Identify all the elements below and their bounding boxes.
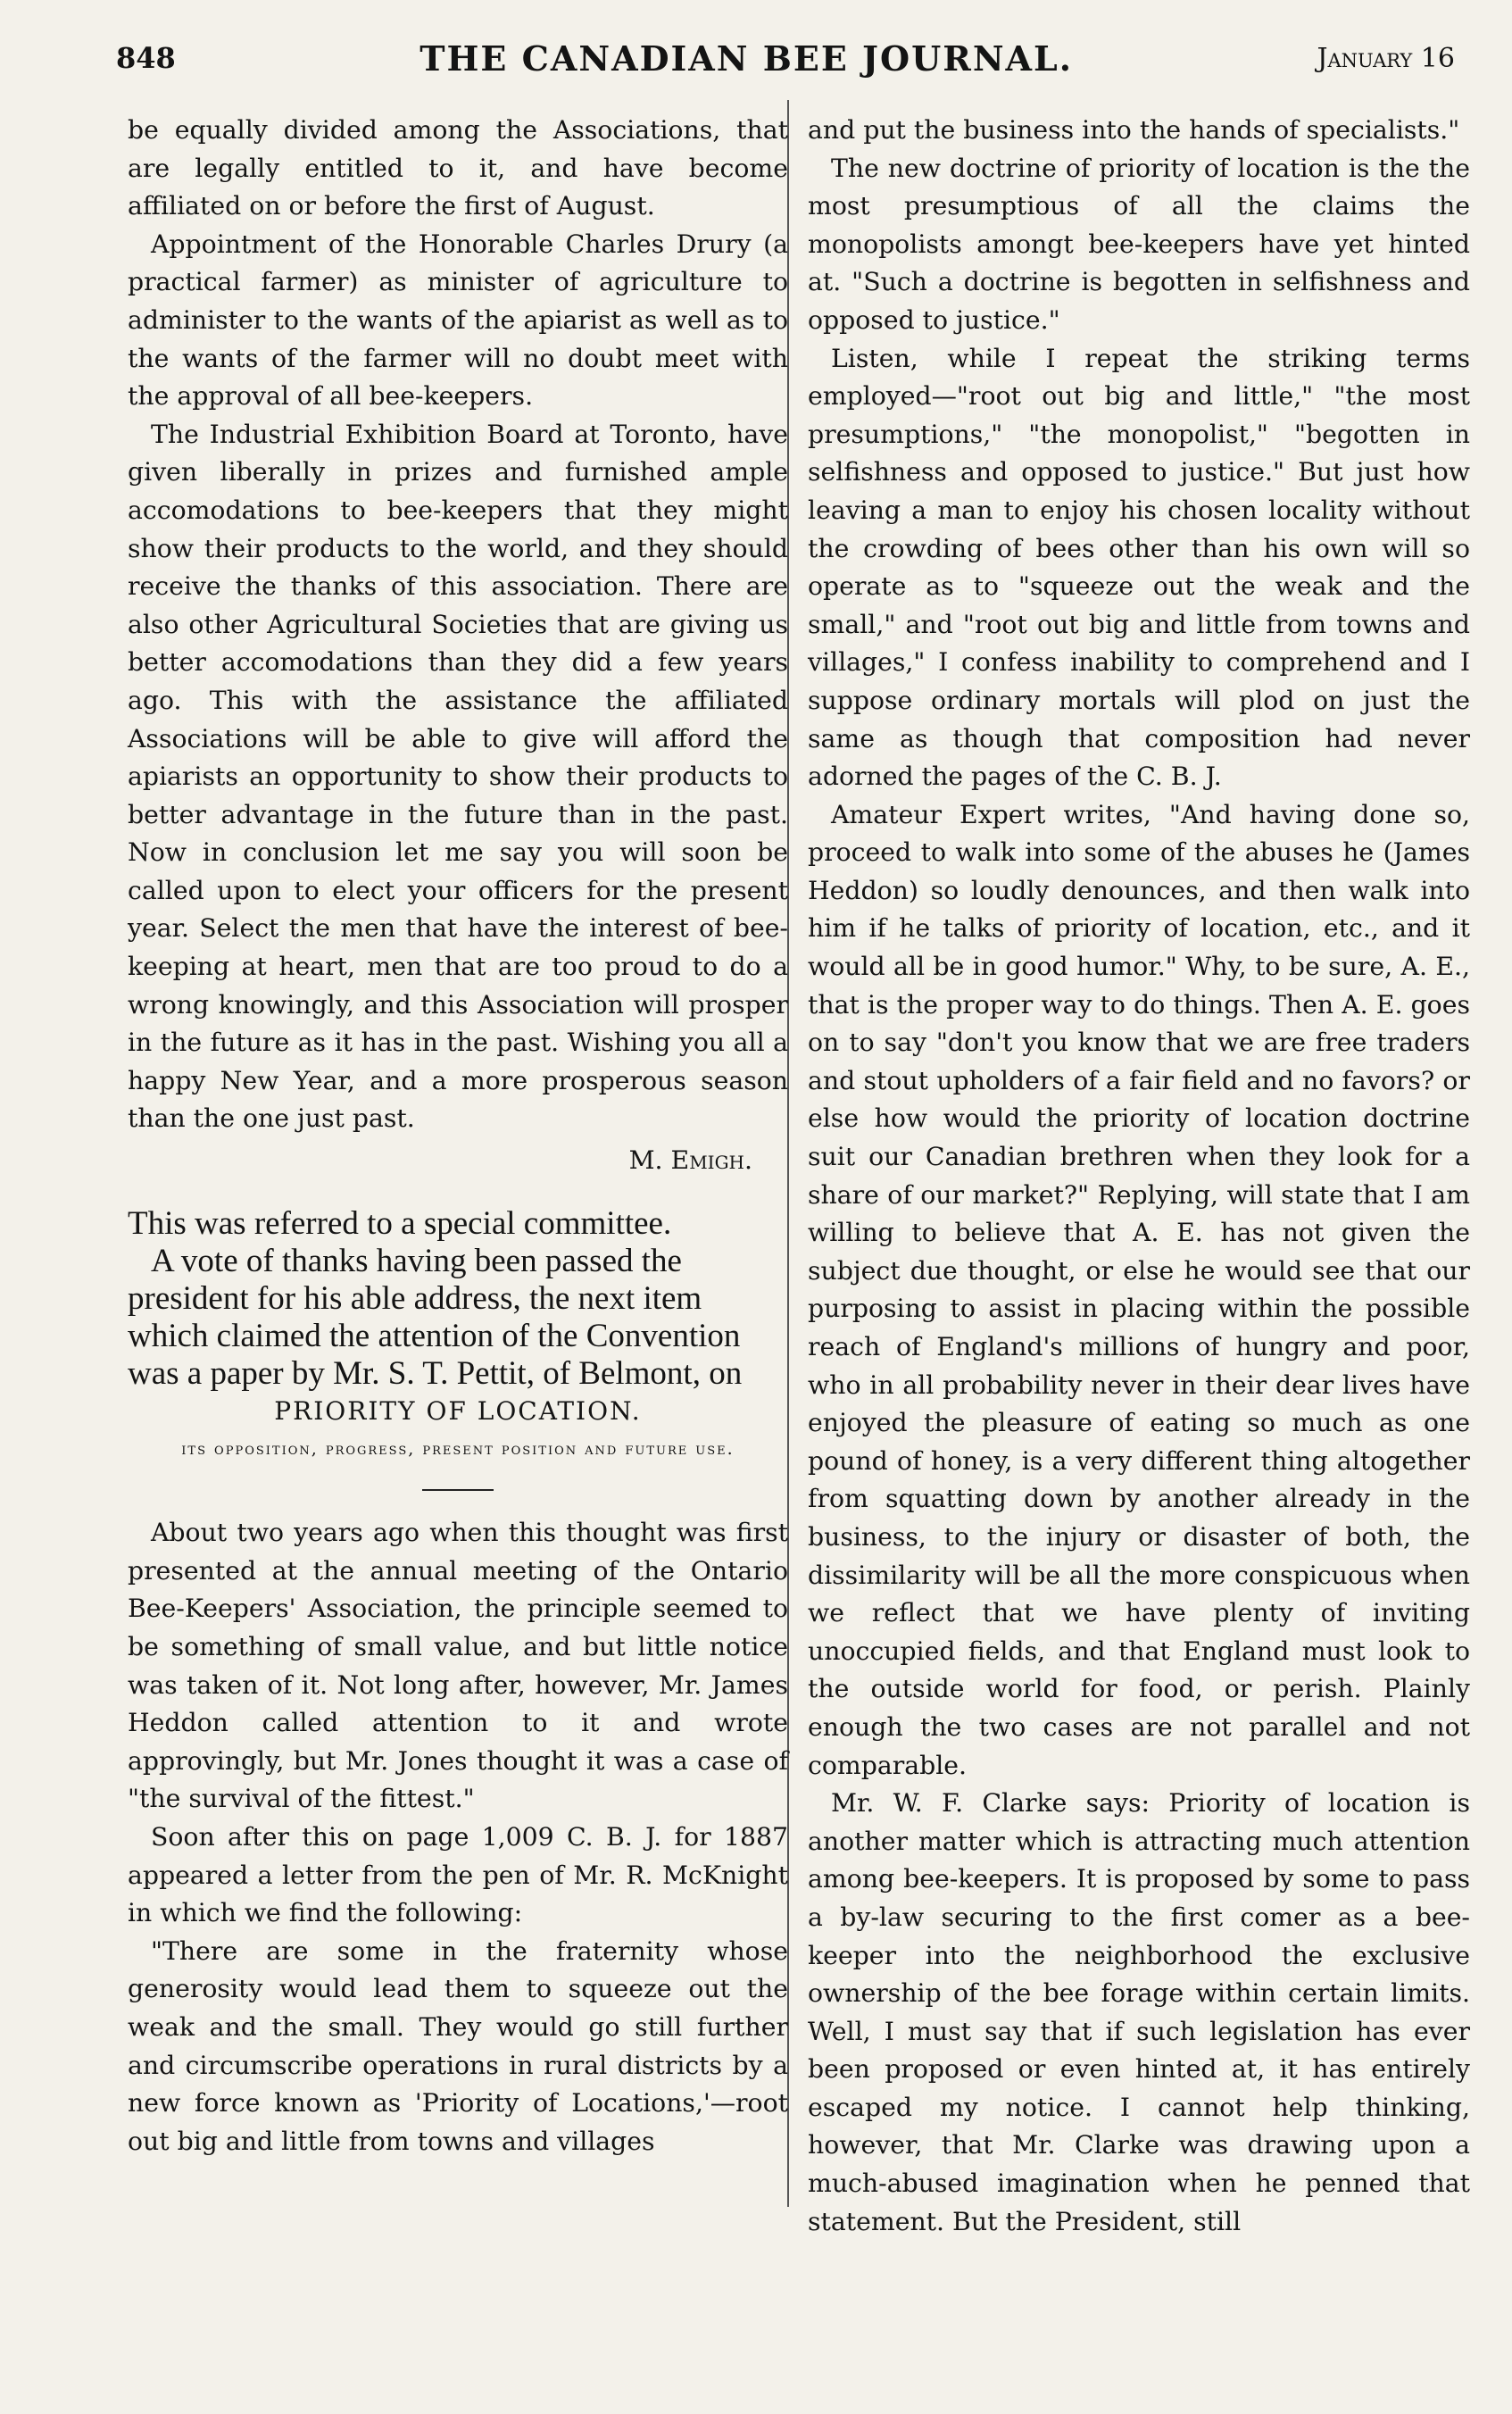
right-column	[808, 112, 1470, 2241]
paragraph: and put the business into the hands of specialists."	[808, 115, 1460, 145]
paragraph: The Industrial Exhibition Board at Toronto, have given liberally in prizes and furnished ample accomodations to bee-keepers that they might show their products to the world, and they should receive the thanks of this association. There are also other Agricultural Societies that are giving us better accomodations than they did a few years ago. This with the assistance the affiliated Associations will be able to give will afford the apiarists an opportunity to show their products to better advantage in the future than in the past. Now in conclusion let me say you will soon be called upon to elect your officers for the present year. Select the men that have the interest of bee-keeping at heart, men that are too proud to do a wrong knowingly, and this Association will prosper in the future as it has in the past. Wishing you all a happy New Year, and a more prosperous season than the one just past.	[128, 419, 788, 1134]
journal-title: THE CANADIAN BEE JOURNAL.	[420, 37, 1073, 79]
section-subtitle: its opposition, progress, present position and future use.	[181, 1439, 735, 1460]
paragraph: Soon after this on page 1,009 C. B. J. for 1887 appeared a letter from the pen of Mr. R. McKnight in which we find the following:	[128, 1821, 788, 1928]
section-title: PRIORITY OF LOCATION.	[274, 1395, 642, 1426]
paragraph: About two years ago when this thought was first presented at the annual meeting of the Ontario Bee-Keepers' Association, the principle seemed to be something of small value, and but little notice was taken of it. Not long after, however, Mr. James Heddon called attention to it and wrote approvingly, but Mr. Jones thought it was a case of "the survival of the fittest."	[128, 1518, 788, 1814]
page-header	[116, 27, 1455, 89]
signature: M. Emigh.	[628, 1145, 752, 1176]
paragraph: Appointment of the Honorable Charles Drury (a practical farmer) as minister of agriculture to administer to the wants of the apiarist as well as to the wants of the farmer will no doubt meet with the approval of all bee-keepers.	[128, 229, 788, 412]
large-paragraph: A vote of thanks having been passed the president for his able address, the next item which claimed the attention of the Convention was a paper by Mr. S. T. Pettit, of Belmont, on	[128, 1242, 743, 1392]
section-divider	[422, 1489, 494, 1491]
large-paragraph: This was referred to a special committee.	[128, 1204, 672, 1242]
paragraph: The new doctrine of priority of location is the the most presumptious of all the claims the monopolists amongt bee-keepers have yet hinted at. "Such a doctrine is begotten in selfishness and opposed to justice."	[808, 153, 1470, 335]
paragraph: be equally divided among the Associations, that are legally entitled to it, and have become affiliated on or before the first of August.	[128, 115, 788, 221]
issue-date: January 16	[1317, 42, 1455, 74]
paragraph: Mr. W. F. Clarke says: Priority of location is another matter which is attracting much attention among bee-keepers. It is proposed by some to pass a by-law securing to the first comer as a bee-keeper into the neighborhood the exclusive ownership of the bee forage within certain limits. Well, I must say that if such legislation has ever been proposed or even hinted at, it has entirely escaped my notice. I cannot help thinking, however, that Mr. Clarke was drawing upon a much-abused imagination when he penned that statement. But the President, still	[808, 1788, 1470, 2236]
left-column	[128, 112, 788, 2160]
paragraph: "There are some in the fraternity whose generosity would lead them to squeeze out the weak and the small. They would go still further and circumscribe operations in rural districts by a new force known as 'Priority of Locations,'—root out big and little from towns and villages	[128, 1935, 788, 2156]
page-number: 848	[116, 41, 176, 75]
paragraph: Listen, while I repeat the striking terms employed—"root out big and little," "the most presumptions," "the monopolist," "begotten in selfishness and opposed to justice." But just how leaving a man to enjoy his chosen locality without the crowding of bees other than his own will so operate as to "squeeze out the weak and the small," and "root out big and little from towns and villages," I confess inability to comprehend and I suppose ordinary mortals will plod on just the same as though that composition had never adorned the pages of the C. B. J.	[808, 343, 1470, 792]
paragraph: Amateur Expert writes, "And having done so, proceed to walk into some of the abuses he (James Heddon) so loudly denounces, and then walk into him if he talks of priority of location, etc., and it would all be in good humor." Why, to be sure, A. E., that is the proper way to do things. Then A. E. goes on to say "don't you know that we are free traders and stout upholders of a fair field and no favors? or else how would the priority of location doctrine suit our Canadian brethren when they look for a share of our market?" Replying, will state that I am willing to believe that A. E. has not given the subject due thought, or else he would see that our purposing to assist in placing within the possible reach of England's millions of hungry and poor, who in all probability never in their dear lives have enjoyed the pleasure of eating so much as one pound of honey, is a very different thing altogether from squatting down by another already in the business, to the injury or disaster of both, the dissimilarity will be all the more conspicuous when we reflect that we have plenty of inviting unoccupied fields, and that England must look to the outside world for food, or perish. Plainly enough the two cases are not parallel and not comparable.	[808, 799, 1470, 1780]
